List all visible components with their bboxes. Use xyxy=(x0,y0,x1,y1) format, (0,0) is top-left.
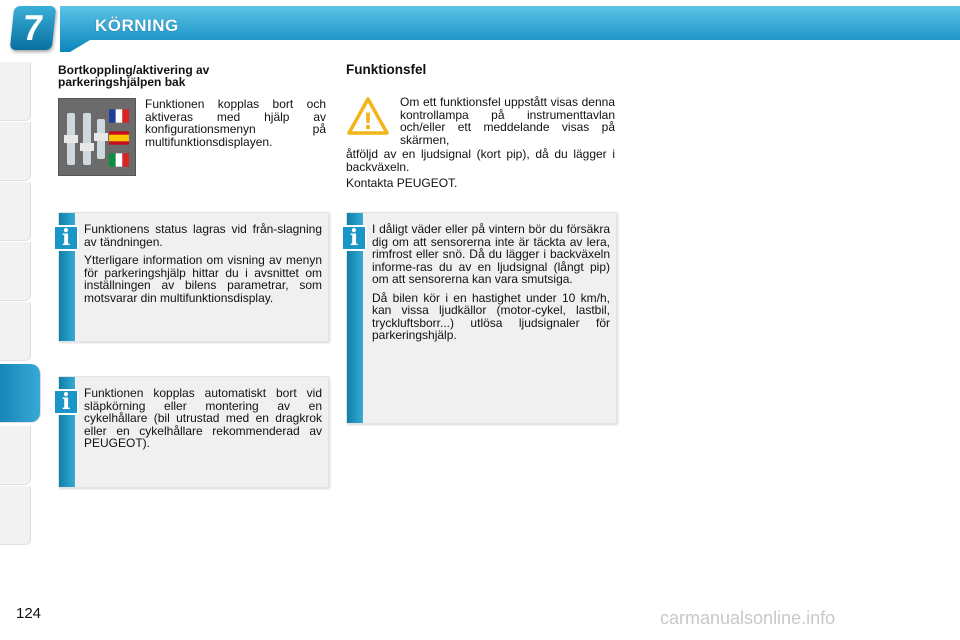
chapter-tab-active[interactable] xyxy=(0,364,41,423)
contact-text: Kontakta PEUGEOT. xyxy=(346,176,458,190)
warning-text: Om ett funktionsfel uppstått visas denna kontrollampa på instrumenttavlan och/eller ett meddelande visas på skärmen, xyxy=(400,95,615,147)
info-box-towing xyxy=(58,376,329,488)
chapter-title: KÖRNING xyxy=(95,16,179,35)
section-title-parking-aid: Bortkoppling/aktivering av parkeringshjälpen bak xyxy=(58,63,210,89)
info-box-status xyxy=(58,212,329,342)
chapter-tab[interactable] xyxy=(0,242,31,301)
chapter-tab[interactable] xyxy=(0,302,31,361)
chapter-number-badge: 7 xyxy=(10,6,57,50)
flag-italy-icon xyxy=(109,153,129,167)
section-title-malfunction: Funktionsfel xyxy=(346,62,427,77)
watermark: carmanualsonline.info xyxy=(660,608,836,628)
chapter-tab[interactable] xyxy=(0,182,31,241)
chapter-header xyxy=(0,0,960,54)
page-number: 124 xyxy=(16,605,42,622)
info-icon: i xyxy=(53,389,79,415)
info-icon: i xyxy=(53,225,79,251)
warning-triangle-icon xyxy=(346,96,390,136)
svg-text:!: ! xyxy=(362,110,374,135)
info-box-text: Funktionen kopplas automatiskt bort vid släpkörning eller montering av en cykelhållare (bil utrustad med en dragkrok eller en cykelhållare rekommenderad av PEUGEOT). xyxy=(84,386,322,450)
slider-icon xyxy=(97,119,105,159)
flag-france-icon xyxy=(109,109,129,123)
display-menu-image xyxy=(58,98,136,176)
chapter-tab[interactable] xyxy=(0,486,31,545)
slider-icon xyxy=(83,113,91,165)
intro-text: Funktionen kopplas bort och aktiveras med hjälp av konfigurationsmenyn på multifunktionsdisplayen. xyxy=(145,97,326,149)
info-icon: i xyxy=(341,225,367,251)
info-box-text: I dåligt väder eller på vintern bör du försäkra dig om att sensorerna inte är täckta av lera, rimfrost eller snö. Då du lägger i backväxeln informe-ras du av en ljudsignal (långt pip) om att sensorerna kan vara smutsiga. Då bilen kör i en hastighet under 10 km/h, kan vissa ljudkällor (motor-cykel, lastbil, tryckluftsborr...) utlösa ljudsignaler för parkeringshjälp. xyxy=(372,222,610,342)
flag-spain-icon xyxy=(109,131,129,145)
info-box-sensors xyxy=(346,212,617,424)
chapter-tabs xyxy=(0,62,34,582)
chapter-tab[interactable] xyxy=(0,122,31,181)
info-box-text: Funktionens status lagras vid från-slagning av tändningen. Ytterligare information om visning av menyn för parkeringshjälp hittar du i avsnittet om inställningen av bilens parametrar, som motsvarar din multifunktionsdisplay. xyxy=(84,222,322,305)
warning-text-continued: åtföljd av en ljudsignal (kort pip), då du lägger i backväxeln. xyxy=(346,147,615,174)
chapter-tab[interactable] xyxy=(0,426,31,485)
chapter-tab[interactable] xyxy=(0,62,31,121)
slider-icon xyxy=(67,113,75,165)
